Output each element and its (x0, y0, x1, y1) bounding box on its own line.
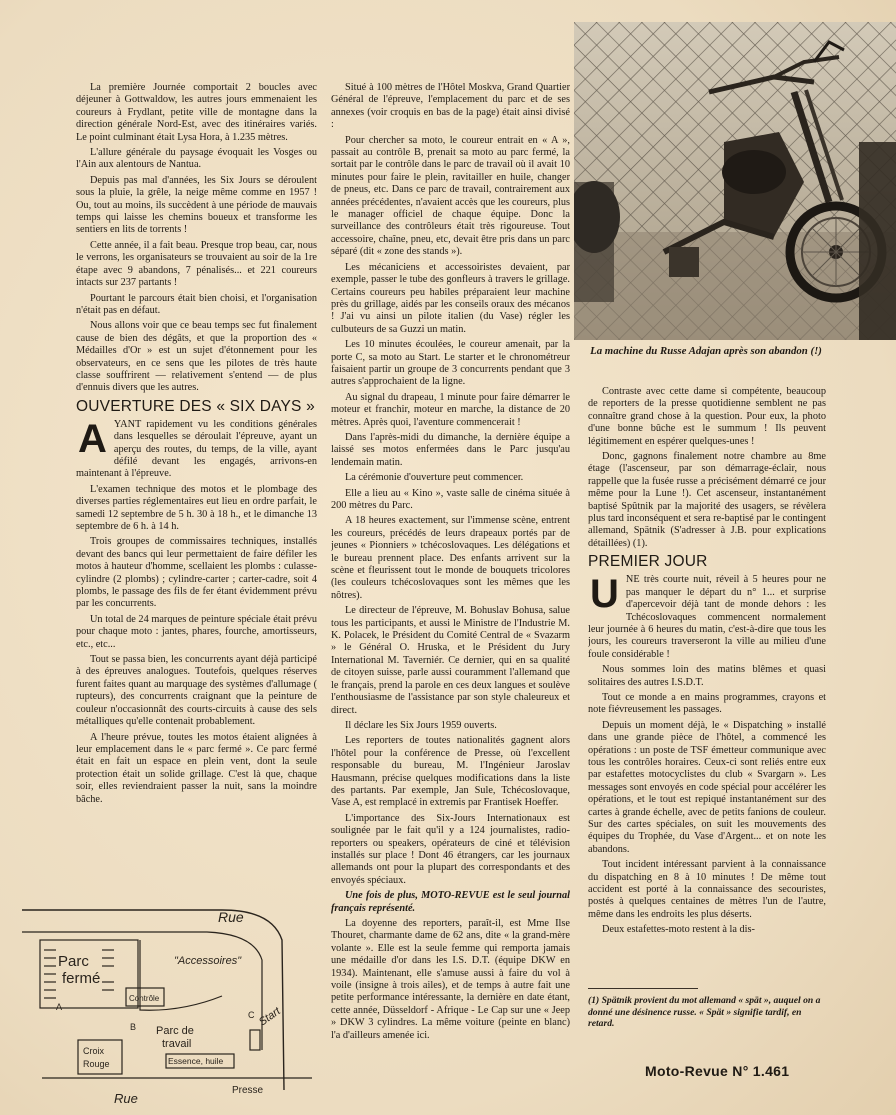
paragraph: Les 10 minutes écoulées, le coureur amenait, par la porte C, sa moto au Start. Le starter et le chronométreur faisaient partir un groupe de 3 concurrents pendant que 3 autres s'approchaient de la ligne. (331, 339, 570, 388)
paragraph: Nous sommes loin des matins blêmes et quasi solitaires des autres I.S.D.T. (588, 664, 826, 688)
parc-ferme-sketch (22, 900, 327, 1110)
paragraph: Tout incident intéressant parvient à la connaissance du dispatching en 8 à 10 minutes ! De même tout accident est porté à la connaissance des secouristes, postés à quelques centaines de mètres l'un de l'autre, même dans les endroits les plus déserts. (588, 859, 826, 920)
sketch-label-ferme: fermé (62, 970, 101, 987)
page-footer: Moto-Revue N° 1.461 (645, 1063, 790, 1079)
drop-cap: A (78, 416, 107, 461)
paragraph: Pourtant le parcours était bien choisi, et l'organisation n'était pas en défaut. (76, 292, 317, 316)
section-heading-ouverture: OUVERTURE DES « SIX DAYS » (76, 397, 315, 415)
paragraph: Dans l'après-midi du dimanche, la dernière équipe a laissé ses motos enfermées dans le Parc jusqu'au lendemain matin. (331, 431, 570, 468)
paragraph: Depuis un moment déjà, le « Dispatching » installé dans une grande pièce de l'hôtel, a commencé les opérations : un poste de TSF émetteur communique avec tous les contrôles horaires. Ceux-ci sont reliés entre eux par estafettes motocyclistes du club « Svargarn ». Les messages sont envoyés en code spécial pour accélérer les opérations, et le tout est repiqué instantanément sur des cartes à grande échelle, avec de petits fanions de couleur. Sur des cartes spéciales, on suit les mouvements des équipes du Trophée, du Vase d'Argent... et on note les abandons. (588, 719, 826, 855)
sketch-label-start: Start (256, 1005, 283, 1029)
sketch-label-b: B (130, 1022, 137, 1032)
footnote (588, 988, 826, 1030)
paragraph: Il déclare les Six Jours 1959 ouverts. (345, 719, 497, 731)
motorcycle-photo-drawing (574, 22, 896, 340)
paragraph: Contraste avec cette dame si compétente, beaucoup de reporters de la presse quotidienne semblent ne pas connaître grand chose à la question. Pour eux, la photo d'une bonne bûche est le summum ! Ils peuvent légitimement en espérer quelques-unes ! (588, 386, 826, 447)
sketch-label-rue-bottom: Rue (114, 1091, 138, 1106)
paragraph: Les mécaniciens et accessoiristes devaient, par exemple, passer le tube des gonfleurs à travers le grillage. Certains coureurs peu habiles préparaient leur machine près du grillage, aidés par les conseils oraux des mécanos ! J'ai vu ainsi un pilote italien (du Vase) régler les culbuteurs de sa Guzzi un matin. (331, 261, 570, 335)
paragraph: Au signal du drapeau, 1 minute pour faire démarrer le moteur et franchir, moteur en marche, la distance de 20 mètres. Après quoi, l'aventure commencerait ! (331, 391, 570, 428)
paragraph-with-dropcap (588, 574, 826, 661)
sketch-label-c: C (248, 1010, 255, 1020)
paragraph: Pour chercher sa moto, le coureur entrait en « A », passait au contrôle B, prenait sa moto au parc fermé, la sortait par le contrôle dans le parc de travail où il avait 10 minutes pour faire le plein, ravitailler en huile, changer de pneus, etc. Dans ce parc de travail, contrairement aux années précédentes, n'avaient accès que les coureurs, plus le manager officiel de chaque équipe. Donc la surveillance des contrôleurs était très rigoureuse. Tout accessoire, chaîne, pneu, etc, devait être pris dans un parc séparé (dit « zone des stands »). (331, 134, 570, 258)
photo-caption: La machine du Russe Adajan après son abandon (!) (590, 345, 822, 357)
sketch-label-a: A (56, 1002, 63, 1012)
paragraph: L'allure générale du paysage évoquait les Vosges ou l'Ain aux alentours de Nantua. (76, 147, 317, 171)
paragraph: Tout se passa bien, les concurrents ayant déjà participé à des épreuves analogues. Toutefois, quelques réserves furent faites quant au marquage des systèmes d'allumage ( rupteurs), des concurrents craignant que la peinture de couleur n'occasionnât des courts-circuits à cause des sels métalliques qu'elle contenait probablement. (76, 654, 317, 728)
paragraph: Tout ce monde a en mains programmes, crayons et note fiévreusement les passages. (588, 691, 826, 716)
paragraph: Donc, gagnons finalement notre chambre au 8me étage (l'ascenseur, par son démarrage-éclair, nous rappelle que la fusée russe a précisément démarré ce jour même pour la Lune !). Cet ascenseur, instantanément baptisé Spûtnik par la majorité des usagers, se révèlera plus tard inconséquent et sera re-baptisé par le contingent allemand, Spätnik (S'adresser à J.B. pour explications détaillées) (1). (588, 451, 826, 549)
sketch-label-travail: travail (162, 1038, 192, 1050)
paragraph: Situé à 100 mètres de l'Hôtel Moskva, Grand Quartier Général de l'épreuve, l'emplacement du parc et de ses annexes (voir croquis en bas de la page) était ainsi divisé : (331, 82, 570, 131)
start-marker (250, 1030, 260, 1050)
text-column-3 (588, 386, 826, 976)
text-column-1 (76, 82, 317, 917)
paragraph: A 18 heures exactement, sur l'immense scène, entrent les coureurs, précédés de leurs drapeaux portés par de jeunes « Pionniers » tchécoslovaques. Les délégations et le bureau prennent place. Des enfants arrivent sur la scène et fleurissent tout le monde de bouquets tricolores (les couleurs tchécoslovaques sont les mêmes que les nôtres). (331, 515, 570, 601)
paragraph: La doyenne des reporters, paraît-il, est Mme Ilse Thouret, charmante dame de 62 ans, dite « la grand-mère volante ». Elle est la seule femme qui remporta jamais une médaille d'or dans les I.S. D.T. (équipe DKW en 1934). Maintenant, elle s'amuse aussi à faire du vol à voile (insigne à trois ailes), et de temps à autre fait une petite performance intéressante, la dernière en date étant, cette année, Düsseldorf - Afrique - Le Cap sur une « Jeep » DKW 3 cylindres. La même voiture (peinte en blanc) l'a d'ailleurs amenée ici. (331, 918, 570, 1041)
sketch-label-essence: Essence, huile (168, 1056, 224, 1066)
paragraph: Depuis pas mal d'années, les Six Jours se déroulent sous la pluie, la grêle, la neige même comme en 1957 ! Ou, tout au moins, ils succèdent à une période de mauvais temps qui laisse les chemins boueux et transforme les sentiers en lits de torrents ! (76, 174, 317, 236)
sketch-label-parc: Parc (58, 953, 89, 970)
paragraph: Trois groupes de commissaires techniques, installés devant des bancs qui leur permettaient de faire défiler les motos à hauteur d'homme, scellaient les plombs : culasse-cylindre (2 plombs) ; cylindre-carter ; carter-cadre, soit 4 plombs, le passage des fils de fer étant évidemment prévu par les concurrents. (76, 536, 317, 610)
motorcycle-photo (574, 22, 896, 340)
paragraph: Elle a lieu au « Kino », vaste salle de cinéma située à 200 mètres du Parc. (331, 487, 570, 511)
footnote-rule (588, 988, 698, 989)
road-edge-inner (22, 932, 262, 1050)
paragraph-emphasis: Une fois de plus, MOTO-REVUE est le seul journal français représenté. (331, 890, 570, 914)
drop-cap: U (590, 572, 619, 617)
sketch-label-parc-de: Parc de (156, 1025, 194, 1037)
footnote-text: (1) Spätnik provient du mot allemand « spät », auquel on a donné une désinence russe. « Spät » signifie tardif, en retard. (588, 995, 821, 1030)
paragraph-text: NE très courte nuit, réveil à 5 heures pour ne pas manquer le départ du n° 1... et surprise d'apercevoir déjà tant de monde dehors : les Tchécoslovaques commencent normalement leur journée à 6 heures du matin, c'est-à-dire que tous les jours, les coureurs traverseront la ville au milieu d'une foule considérable ! (588, 574, 826, 660)
paragraph: Cette année, il a fait beau. Presque trop beau, car, nous le verrons, les organisateurs se trouvaient au soir de la 1re étape avec 9 abandons, 7 pénalisés... et 221 coureurs intacts sur 237 partants ! (76, 239, 317, 289)
text-column-2 (331, 82, 570, 1062)
sketch-label-croix: Croix (83, 1046, 105, 1056)
paragraph: L'importance des Six-Jours Internationaux est soulignée par le fait qu'il y a 124 journalistes, radio-reporters ou speakers, opérateurs de ciné et télévision installés sur place ! Dont 46 étrangers, car les journaux allemands ont pour la plupart des correspondants et des envoyés spéciaux. (331, 812, 570, 886)
sketch-label-presse: Presse (232, 1085, 264, 1096)
section-heading-premier-jour: PREMIER JOUR (588, 553, 708, 571)
paragraph-with-dropcap (76, 416, 317, 481)
sketch-label-rue-top: Rue (218, 909, 244, 925)
paragraph: La première Journée comportait 2 boucles avec déjeuner à Gottwaldow, les autres jours emmenaient les coureurs à Frydlant, petite ville de montagne dans la direction générale Nord-Est, avec des itinéraires variés. Le point culminant était Lysa Hora, à 1.235 mètres. (76, 82, 317, 143)
paragraph: Deux estafettes-moto restent à la dis- (602, 924, 755, 936)
paragraph: L'examen technique des motos et le plombage des diverses parties réglementaires eut lieu en ordre parfait, le samedi 12 septembre de 5 h. 30 à 18 h., et le dimanche 13 septembre de 6 h. à 14 h. (76, 483, 317, 532)
sketch-label-controle: Contrôle (129, 994, 160, 1003)
paragraph-text: YANT rapidement vu les conditions générales dans lesquelles se déroulait l'épreuve, ayant un aperçu des routes, du temps, de la ville, ayant défilé devant les engagés, arrivons-en maintenant à l'épreuve. (76, 418, 317, 480)
paragraph: Les reporters de toutes nationalités gagnent alors l'hôtel pour la conférence de Presse, où l'excellent responsable du bureau, M. l'Ingénieur Jaroslav Hausmann, précise quelques modifications dans la liste des partants. Par exemple, Jan Sule, Tchécoslovaque, Vase A, est remplacé in extremis par Frantisek Hoeffer. (331, 735, 570, 809)
paragraph: Un total de 24 marques de peinture spéciale était prévu pour chaque moto : jantes, phares, fourche, amortisseurs, etc., etc... (76, 613, 317, 650)
paragraph: Nous allons voir que ce beau temps sec fut finalement cause de bien des dégâts, et que la proportion des « Médailles d'Or » est un sujet d'étonnement pour les observateurs, en ce sens que les pilotes de très haute classe souffrirent — relativement s'entend — de plus d'ennuis divers que les autres. (76, 320, 317, 394)
sketch-label-accessoires: "Accessoires" (174, 955, 242, 967)
paragraph: Le directeur de l'épreuve, M. Bohuslav Bohusa, salue tous les participants, et aussi le Ministre de l'Industrie M. K. Polacek, le Président du Comité Central de « Svazarm » le Général O. Hruska, et le Président du Jury International M. Taverniér. Ce dernier, qui en sa qualité de citoyen suisse, parle aussi couramment l'allemand que le français, prend la parole en ces deux langues et soulève l'enthousiasme de l'assistance par son style chaleureux et direct. (331, 605, 570, 716)
paragraph: A l'heure prévue, toutes les motos étaient alignées à leur emplacement dans le « parc fermé ». Ce parc fermé était en fait un espace en plein vent, dont la seule protection était un solide grillage. C'est là que, chaque soir, elles reviendraient passer la nuit, sans la moindre bâche. (76, 731, 317, 805)
sketch-label-rouge: Rouge (83, 1059, 110, 1069)
paragraph: La cérémonie d'ouverture peut commencer. (345, 472, 524, 484)
